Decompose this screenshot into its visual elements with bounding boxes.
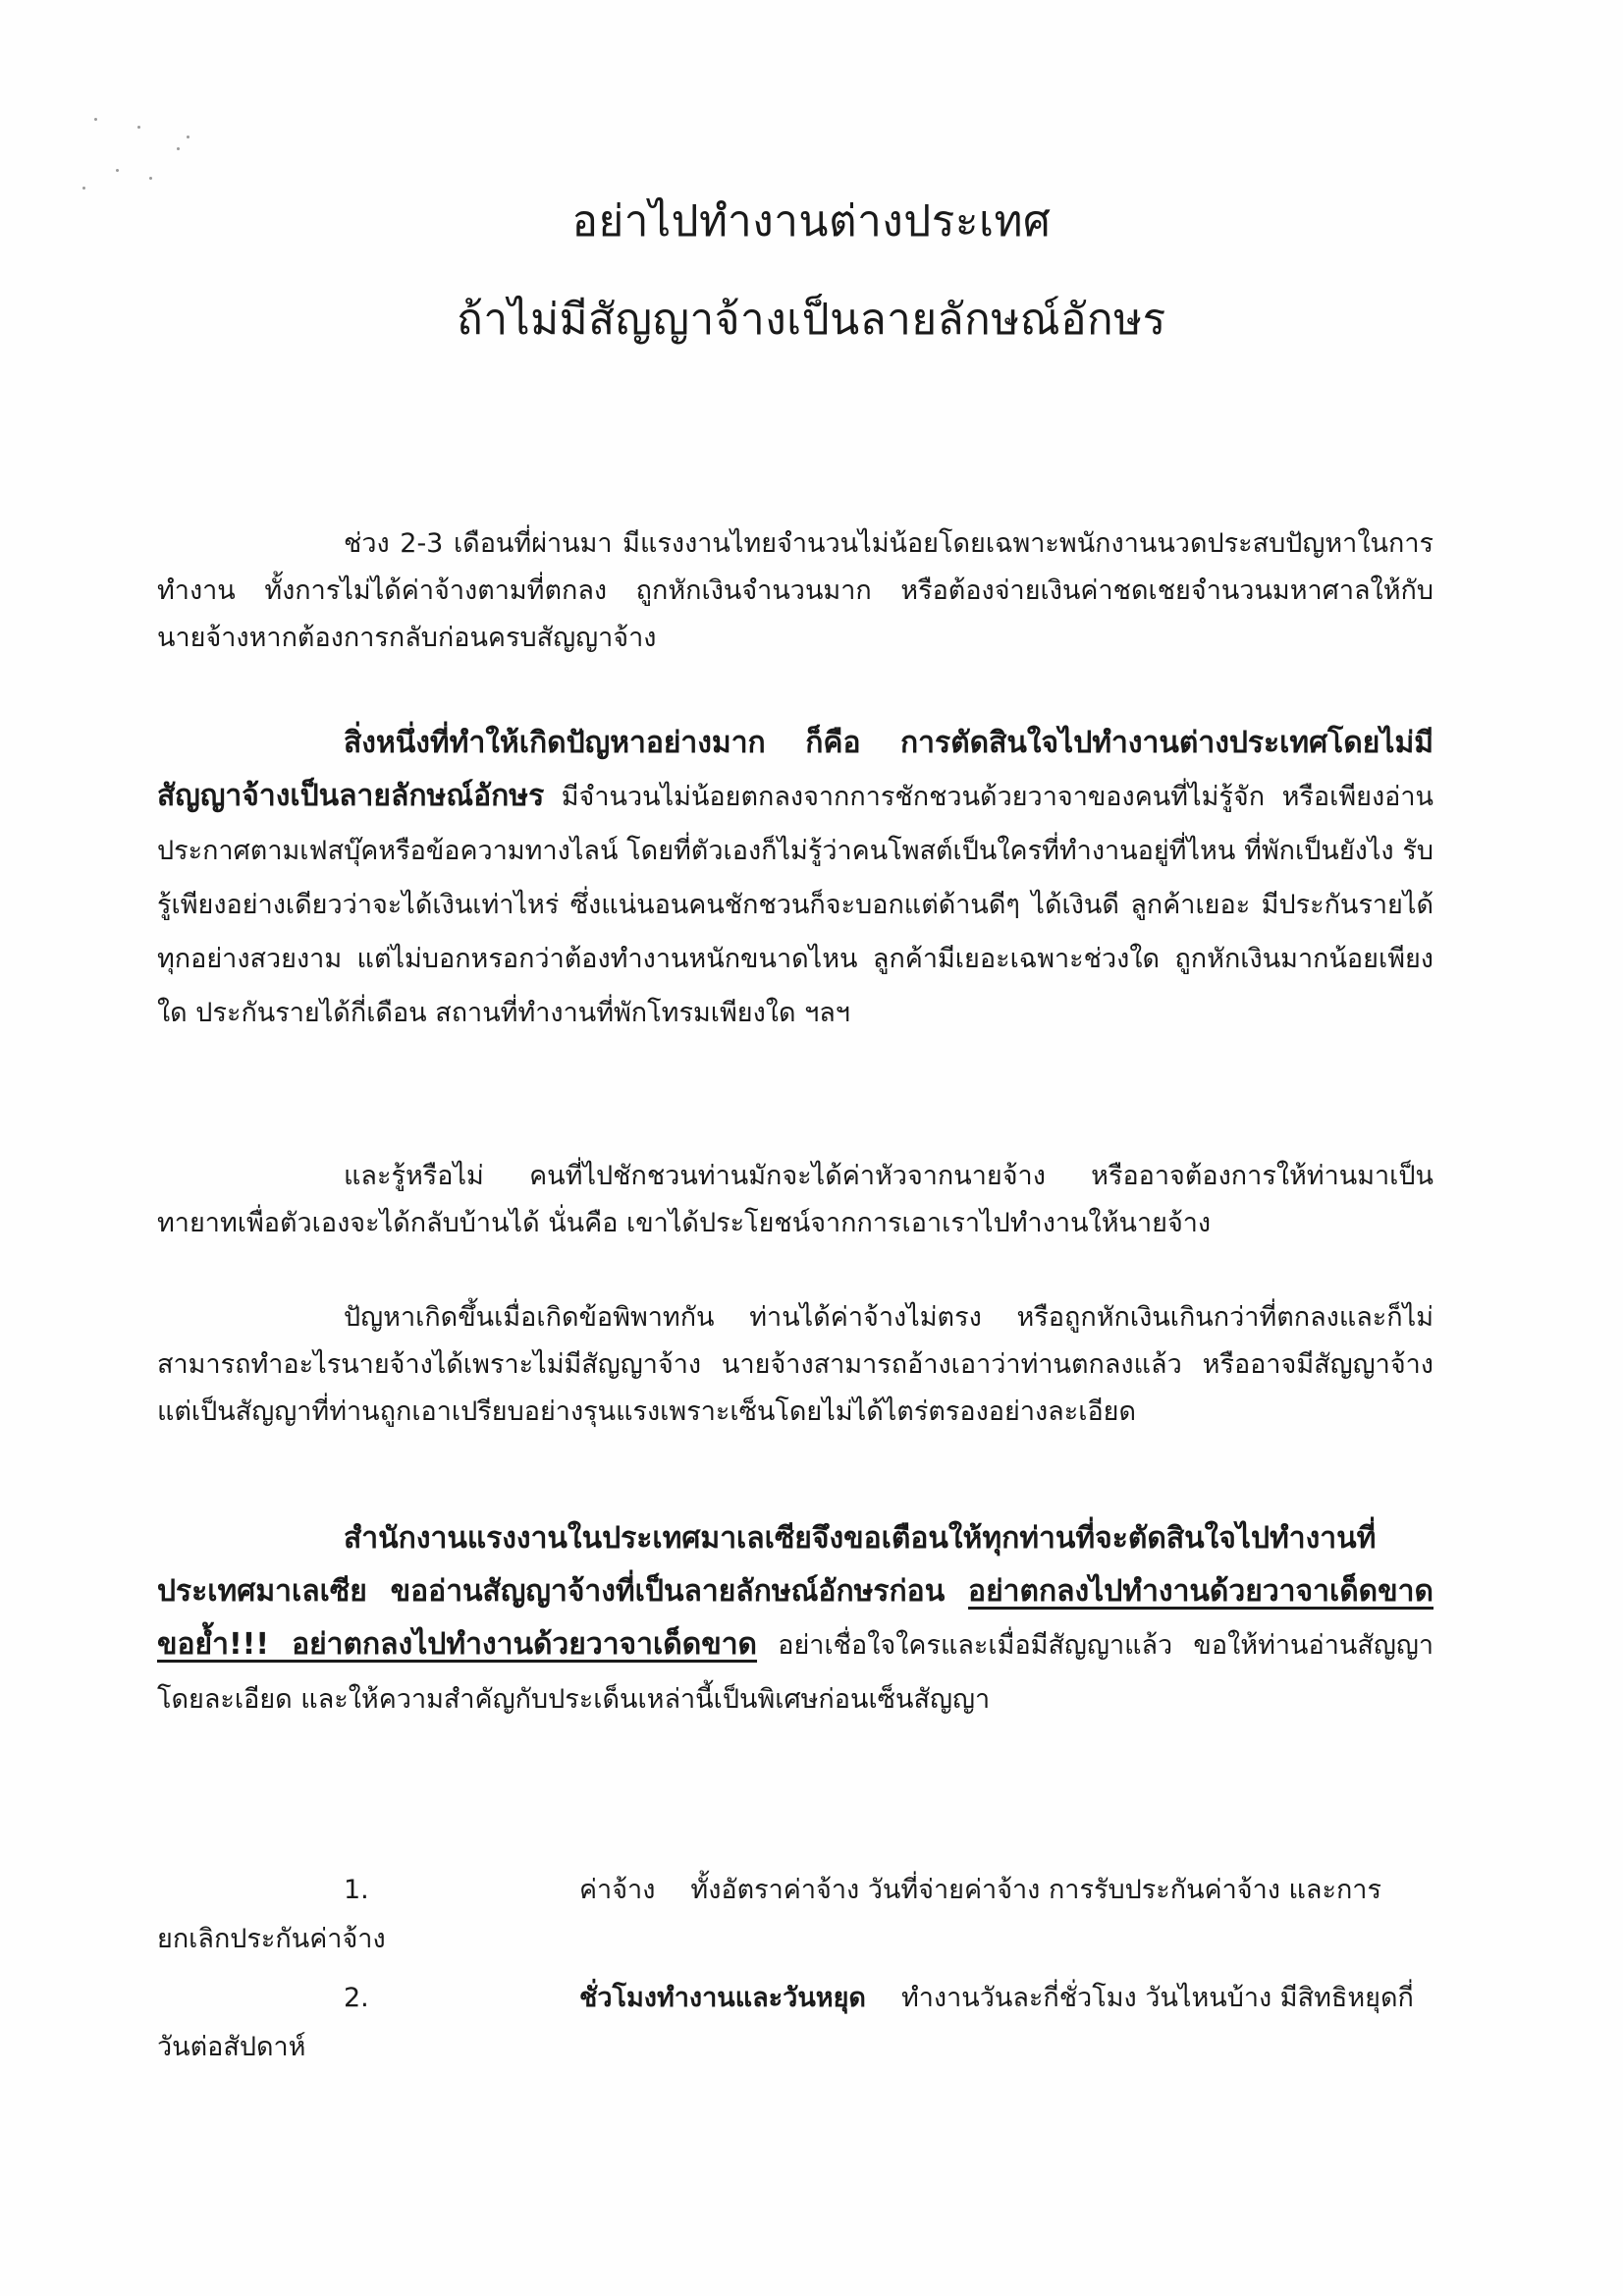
- paragraph-problem-bold: สิ่งหนึ่งที่ทำให้เกิดปัญหาอย่างมาก ก็คือ การตัดสินใจไปทำงานต่างประเทศโดยไม่มีสัญญาจ้างเป็นลายลักษณ์อักษร: [157, 726, 1434, 813]
- list-item-wages: [157, 1866, 1434, 1964]
- scan-speck: [82, 187, 85, 190]
- paragraph-warning: [157, 1512, 1434, 1726]
- paragraph-problem-rest: มีจำนวนไม่น้อยตกลงจากการชักชวนด้วยวาจาของคนที่ไม่รู้จัก หรือเพียงอ่านประกาศตามเฟสบุ๊คหรือข้อความทางไลน์ โดยที่ตัวเองก็ไม่รู้ว่าคนโพสต์เป็นใครที่ทำงานอยู่ที่ไหน ที่พักเป็นยังไง รับรู้เพียงอย่างเดียวว่าจะได้เงินเท่าไหร่ ซึ่งแน่นอนคนชักชวนก็จะบอกแต่ด้านดีๆ ได้เงินดี ลูกค้าเยอะ มีประกันรายได้ ทุกอย่างสวยงาม แต่ไม่บอกหรอกว่าต้องทำงานหนักขนาดไหน ลูกค้ามีเยอะเฉพาะช่วงใด ถูกหักเงินมากน้อยเพียงใด ประกันรายได้กี่เดือน สถานที่ทำงานที่พักโทรมเพียงใด ฯลฯ: [157, 782, 1434, 1028]
- list-item-heading: ค่าจ้าง: [579, 1875, 656, 1905]
- paragraph-warning-rest: อย่าเชื่อใจใครและเมื่อมีสัญญาแล้ว ขอให้ท่านอ่านสัญญาโดยละเอียด และให้ความสำคัญกับประเด็นเหล่านี้เป็นพิเศษก่อนเซ็นสัญญา: [157, 1630, 1434, 1715]
- scan-speck: [149, 177, 152, 180]
- list-item-number: 1.: [344, 1875, 369, 1905]
- paragraph-dispute: ปัญหาเกิดขึ้นเมื่อเกิดข้อพิพาทกัน ท่านได้ค่าจ้างไม่ตรง หรือถูกหักเงินเกินกว่าที่ตกลงและก็ไม่สามารถทำอะไรนายจ้างได้เพราะไม่มีสัญญาจ้าง นายจ้างสามารถอ้างเอาว่าท่านตกลงแล้ว หรืออาจมีสัญญาจ้าง แต่เป็นสัญญาที่ท่านถูกเอาเปรียบอย่างรุนแรงเพราะเซ็นโดยไม่ได้ไตร่ตรองอย่างละเอียด: [157, 1302, 1434, 1427]
- paragraph-intro: ช่วง 2-3 เดือนที่ผ่านมา มีแรงงานไทยจำนวนไม่น้อยโดยเฉพาะพนักงานนวดประสบปัญหาในการทำงาน ทั้งการไม่ได้ค่าจ้างตามที่ตกลง ถูกหักเงินจำนวนมาก หรือต้องจ่ายเงินค่าชดเชยจำนวนมหาศาลให้กับนายจ้างหากต้องการกลับก่อนครบสัญญาจ้าง: [157, 528, 1434, 653]
- list-item-text: ทั้งอัตราค่าจ้าง วันที่จ่ายค่าจ้าง การรับประกันค่าจ้าง และการยกเลิกประกันค่าจ้าง: [157, 1875, 1381, 1954]
- list-item-text: ทำงานวันละกี่ชั่วโมง วันไหนบ้าง มีสิทธิหยุดกี่วันต่อสัปดาห์: [157, 1983, 1414, 2062]
- list-item-heading: ชั่วโมงทำงานและวันหยุด: [579, 1983, 866, 2013]
- paragraph-problem: [157, 717, 1434, 1040]
- scan-speck: [187, 136, 189, 138]
- paragraph-warning-underlined: อย่าตกลงไปทำงานด้วยวาจาเด็ดขาด ขอย้ำ!!! อย่าตกลงไปทำงานด้วยวาจาเด็ดขาด: [157, 1574, 1434, 1662]
- paragraph-recruiter: และรู้หรือไม่ คนที่ไปชักชวนท่านมักจะได้ค่าหัวจากนายจ้าง หรืออาจต้องการให้ท่านมาเป็นทายาทเพื่อตัวเองจะได้กลับบ้านได้ นั่นคือ เขาได้ประโยชน์จากการเอาเราไปทำงานให้นายจ้าง: [157, 1161, 1434, 1238]
- scan-speck: [177, 147, 180, 150]
- title-line-2: ถ้าไม่มีสัญญาจ้างเป็นลายลักษณ์อักษร: [457, 295, 1166, 345]
- scan-speck: [116, 169, 119, 172]
- list-item-hours: [157, 1974, 1434, 2072]
- list-item-number: 2.: [344, 1983, 369, 2013]
- title-line-1: อย่าไปทำงานต่างประเทศ: [571, 196, 1052, 246]
- scan-speck: [94, 118, 97, 121]
- scan-speck: [137, 126, 140, 129]
- paragraph-warning-bold: สำนักงานแรงงานในประเทศมาเลเซียจึงขอเตือนให้ทุกท่านที่จะตัดสินใจไปทำงานที่ประเทศมาเลเซีย ขออ่านสัญญาจ้างที่เป็นลายลักษณ์อักษรก่อน: [157, 1521, 1377, 1609]
